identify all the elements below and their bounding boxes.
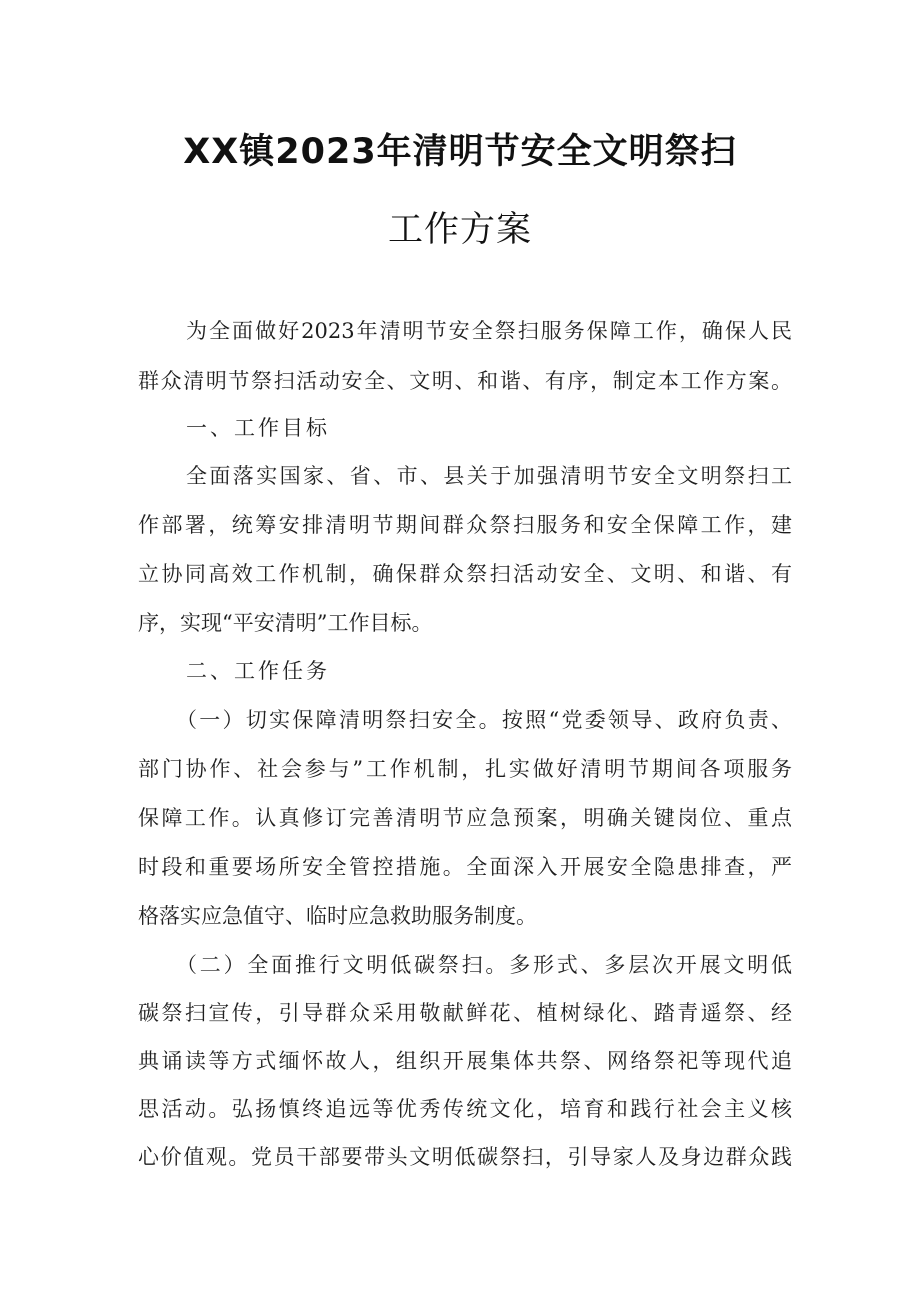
document-title-line1: XX镇2023年清明节安全文明祭扫 (183, 132, 737, 172)
section2-item2-line-5: 心价值观。党员干部要带头文明低碳祭扫，引导家人及身边群众践 (138, 1145, 792, 1169)
intro-line-2: 群众清明节祭扫活动安全、文明、和谐、有序，制定本工作方案。 (138, 369, 792, 393)
section1-line-1: 全面落实国家、省、市、县关于加强清明节安全文明祭扫工 (186, 464, 792, 488)
section2-item2-line-2: 碳祭扫宣传，引导群众采用敬献鲜花、植树绿化、踏青遥祭、经 (138, 1001, 792, 1025)
section2-item2-line-4: 思活动。弘扬慎终追远等优秀传统文化，培育和践行社会主义核 (138, 1097, 792, 1121)
section1-line-3: 立协同高效工作机制，确保群众祭扫活动安全、文明、和谐、有 (138, 562, 792, 586)
section2-item1-line-1: （一）切实保障清明祭扫安全。按照“党委领导、政府负责、 (176, 708, 792, 732)
section2-item1-line-3: 保障工作。认真修订完善清明节应急预案，明确关键岗位、重点 (138, 806, 792, 830)
section2-item1-line-2: 部门协作、社会参与”工作机制，扎实做好清明节期间各项服务 (138, 757, 792, 781)
section1-line-4: 序，实现“平安清明”工作目标。 (138, 611, 433, 635)
section1-heading: 一、工作目标 (186, 416, 330, 440)
section2-item2-line-1: （二）全面推行文明低碳祭扫。多形式、多层次开展文明低 (176, 953, 792, 977)
section2-heading: 二、工作任务 (186, 659, 330, 683)
section2-item1-line-4: 时段和重要场所安全管控措施。全面深入开展安全隐患排查，严 (138, 855, 792, 879)
section2-item1-line-5: 格落实应急值守、临时应急救助服务制度。 (138, 904, 537, 928)
intro-line-1: 为全面做好2023年清明节安全祭扫服务保障工作，确保人民 (186, 319, 792, 343)
document-title-line2: 工作方案 (387, 210, 532, 250)
section2-item2-line-3: 典诵读等方式缅怀故人，组织开展集体共祭、网络祭祀等现代追 (138, 1049, 792, 1073)
section1-line-2: 作部署，统筹安排清明节期间群众祭扫服务和安全保障工作，建 (138, 513, 792, 537)
